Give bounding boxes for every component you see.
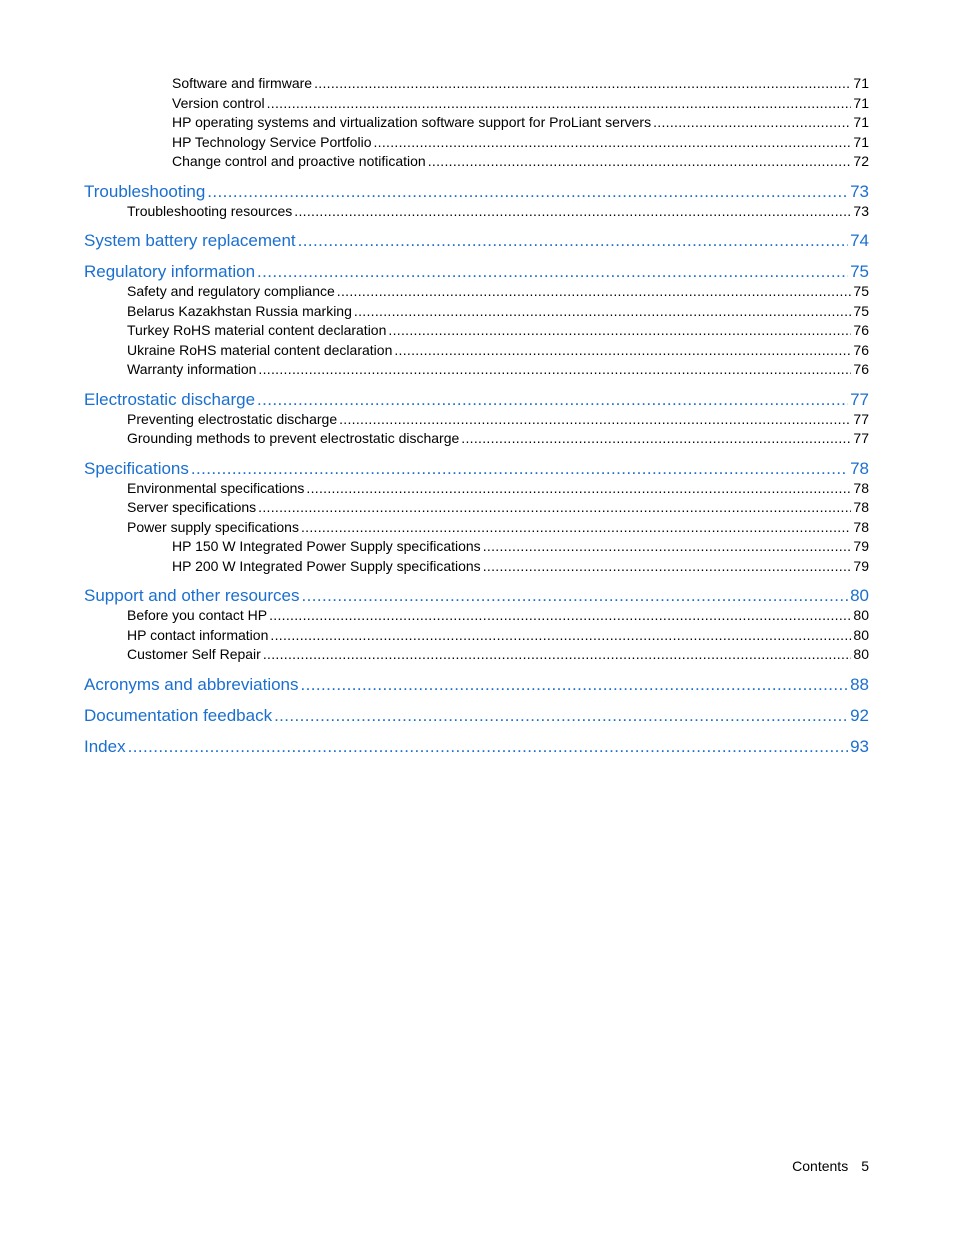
dot-leader — [128, 736, 848, 758]
toc-entry-title: Grounding methods to prevent electrostatic discharge — [127, 430, 460, 446]
toc-entry-page: 71 — [853, 114, 869, 130]
toc-entry-title: HP Technology Service Portfolio — [172, 133, 372, 150]
dot-leader — [354, 302, 852, 322]
dot-leader — [461, 429, 851, 449]
toc-entry-title: Electrostatic discharge — [84, 389, 256, 409]
toc-section-link[interactable] — [84, 341, 869, 361]
dot-leader — [314, 74, 851, 94]
dot-leader — [653, 113, 851, 133]
toc-entry-page: 79 — [853, 538, 869, 554]
toc-entry-title: Regulatory information — [84, 262, 256, 281]
toc-entry-title: Server specifications — [127, 499, 257, 515]
toc-entry-page: 71 — [853, 94, 869, 111]
dot-leader — [301, 585, 848, 607]
dot-leader — [301, 674, 849, 696]
dot-leader — [258, 360, 851, 380]
toc-section-link[interactable] — [84, 152, 869, 172]
dot-leader — [298, 230, 848, 252]
toc-section-link[interactable] — [84, 133, 869, 153]
toc-entry-page: 78 — [853, 479, 869, 496]
toc-section-link[interactable] — [84, 479, 869, 499]
toc-chapter-link[interactable] — [84, 261, 869, 283]
toc-entry-page: 78 — [853, 518, 869, 535]
toc-section-link[interactable] — [84, 94, 869, 114]
toc-entry-page: 92 — [850, 705, 869, 725]
toc-entry-page: 71 — [853, 133, 869, 150]
toc-entry-page: 78 — [853, 499, 869, 515]
toc-chapter-link[interactable] — [84, 705, 869, 727]
toc-entry-page: 75 — [850, 262, 869, 281]
toc-entry-page: 80 — [853, 607, 869, 623]
toc-entry-page: 77 — [850, 389, 869, 409]
page-footer — [792, 1158, 869, 1174]
toc-section-link[interactable] — [84, 360, 869, 380]
toc-entry-title: Safety and regulatory compliance — [127, 283, 335, 299]
dot-leader — [306, 479, 851, 499]
toc-entry-page: 76 — [853, 341, 869, 358]
table-of-contents — [84, 74, 869, 758]
dot-leader — [337, 282, 852, 302]
toc-entry-page: 76 — [853, 361, 869, 377]
toc-section-link[interactable] — [84, 557, 869, 577]
dot-leader — [388, 321, 851, 341]
toc-section-link[interactable] — [84, 202, 869, 222]
toc-chapter-link[interactable] — [84, 736, 869, 758]
dot-leader — [258, 498, 851, 518]
dot-leader — [294, 202, 851, 222]
dot-leader — [394, 341, 851, 361]
toc-entry-page: 79 — [853, 557, 869, 574]
dot-leader — [301, 518, 851, 538]
toc-section-link[interactable] — [84, 518, 869, 538]
toc-section-link[interactable] — [84, 645, 869, 665]
toc-entry-title: Change control and proactive notification — [172, 153, 426, 169]
toc-entry-page: 76 — [853, 322, 869, 338]
toc-entry-title: Software and firmware — [172, 75, 313, 91]
toc-entry-title: Support and other resources — [84, 586, 300, 605]
toc-entry-page: 72 — [853, 153, 869, 169]
toc-section-link[interactable] — [84, 74, 869, 94]
toc-entry-title: Warranty information — [127, 361, 257, 377]
toc-chapter-link[interactable] — [84, 181, 869, 203]
toc-entry-page: 80 — [850, 586, 869, 605]
toc-chapter-link[interactable] — [84, 674, 869, 696]
toc-section-link[interactable] — [84, 498, 869, 518]
toc-entry-page: 77 — [853, 410, 869, 427]
toc-section-link[interactable] — [84, 410, 869, 430]
toc-section-link[interactable] — [84, 429, 869, 449]
toc-entry-title: Index — [84, 736, 126, 756]
toc-section-link[interactable] — [84, 537, 869, 557]
toc-entry-page: 80 — [853, 626, 869, 643]
toc-entry-page: 73 — [853, 202, 869, 219]
dot-leader — [269, 606, 851, 626]
toc-entry-title: Troubleshooting — [84, 181, 206, 201]
toc-entry-page: 73 — [850, 181, 869, 201]
toc-entry-title: Documentation feedback — [84, 705, 273, 725]
toc-entry-title: Troubleshooting resources — [127, 202, 293, 219]
toc-entry-title: HP contact information — [127, 626, 269, 643]
toc-section-link[interactable] — [84, 606, 869, 626]
toc-entry-page: 80 — [853, 646, 869, 662]
toc-entry-title: Specifications — [84, 458, 189, 478]
footer-label: Contents — [792, 1158, 849, 1174]
dot-leader — [270, 626, 851, 646]
toc-entry-page: 75 — [853, 283, 869, 299]
dot-leader — [483, 557, 852, 577]
dot-leader — [274, 705, 848, 727]
toc-entry-title: Version control — [172, 94, 265, 111]
footer-page-number: 5 — [861, 1158, 869, 1174]
toc-entry-page: 75 — [853, 302, 869, 319]
toc-section-link[interactable] — [84, 626, 869, 646]
toc-chapter-link[interactable] — [84, 389, 869, 411]
dot-leader — [257, 389, 848, 411]
toc-chapter-link[interactable] — [84, 458, 869, 480]
toc-entry-title: Environmental specifications — [127, 479, 305, 496]
toc-entry-title: Ukraine RoHS material content declaration — [127, 341, 393, 358]
toc-chapter-link[interactable] — [84, 230, 869, 252]
toc-entry-title: Before you contact HP — [127, 607, 268, 623]
toc-entry-title: Power supply specifications — [127, 518, 299, 535]
toc-entry-title: Customer Self Repair — [127, 646, 261, 662]
toc-entry-title: HP 150 W Integrated Power Supply specifications — [172, 538, 481, 554]
toc-section-link[interactable] — [84, 113, 869, 133]
toc-section-link[interactable] — [84, 302, 869, 322]
toc-entry-title: Acronyms and abbreviations — [84, 674, 299, 694]
toc-entry-page: 93 — [850, 736, 869, 756]
toc-entry-page: 77 — [853, 430, 869, 446]
dot-leader — [207, 181, 848, 203]
dot-leader — [373, 133, 851, 153]
dot-leader — [263, 645, 852, 665]
dot-leader — [339, 410, 851, 430]
toc-entry-page: 74 — [850, 231, 869, 250]
dot-leader — [191, 458, 848, 480]
toc-entry-page: 71 — [853, 75, 869, 91]
toc-chapter-link[interactable] — [84, 585, 869, 607]
toc-entry-title: Preventing electrostatic discharge — [127, 410, 338, 427]
dot-leader — [267, 94, 852, 114]
toc-entry-page: 78 — [850, 458, 869, 478]
toc-entry-title: System battery replacement — [84, 231, 296, 250]
toc-section-link[interactable] — [84, 321, 869, 341]
toc-entry-title: HP operating systems and virtualization software support for ProLiant servers — [172, 114, 652, 130]
dot-leader — [428, 152, 852, 172]
toc-entry-page: 88 — [850, 674, 869, 694]
dot-leader — [257, 261, 848, 283]
toc-entry-title: Belarus Kazakhstan Russia marking — [127, 302, 352, 319]
toc-entry-title: HP 200 W Integrated Power Supply specifications — [172, 557, 481, 574]
toc-section-link[interactable] — [84, 282, 869, 302]
dot-leader — [483, 537, 852, 557]
toc-entry-title: Turkey RoHS material content declaration — [127, 322, 387, 338]
